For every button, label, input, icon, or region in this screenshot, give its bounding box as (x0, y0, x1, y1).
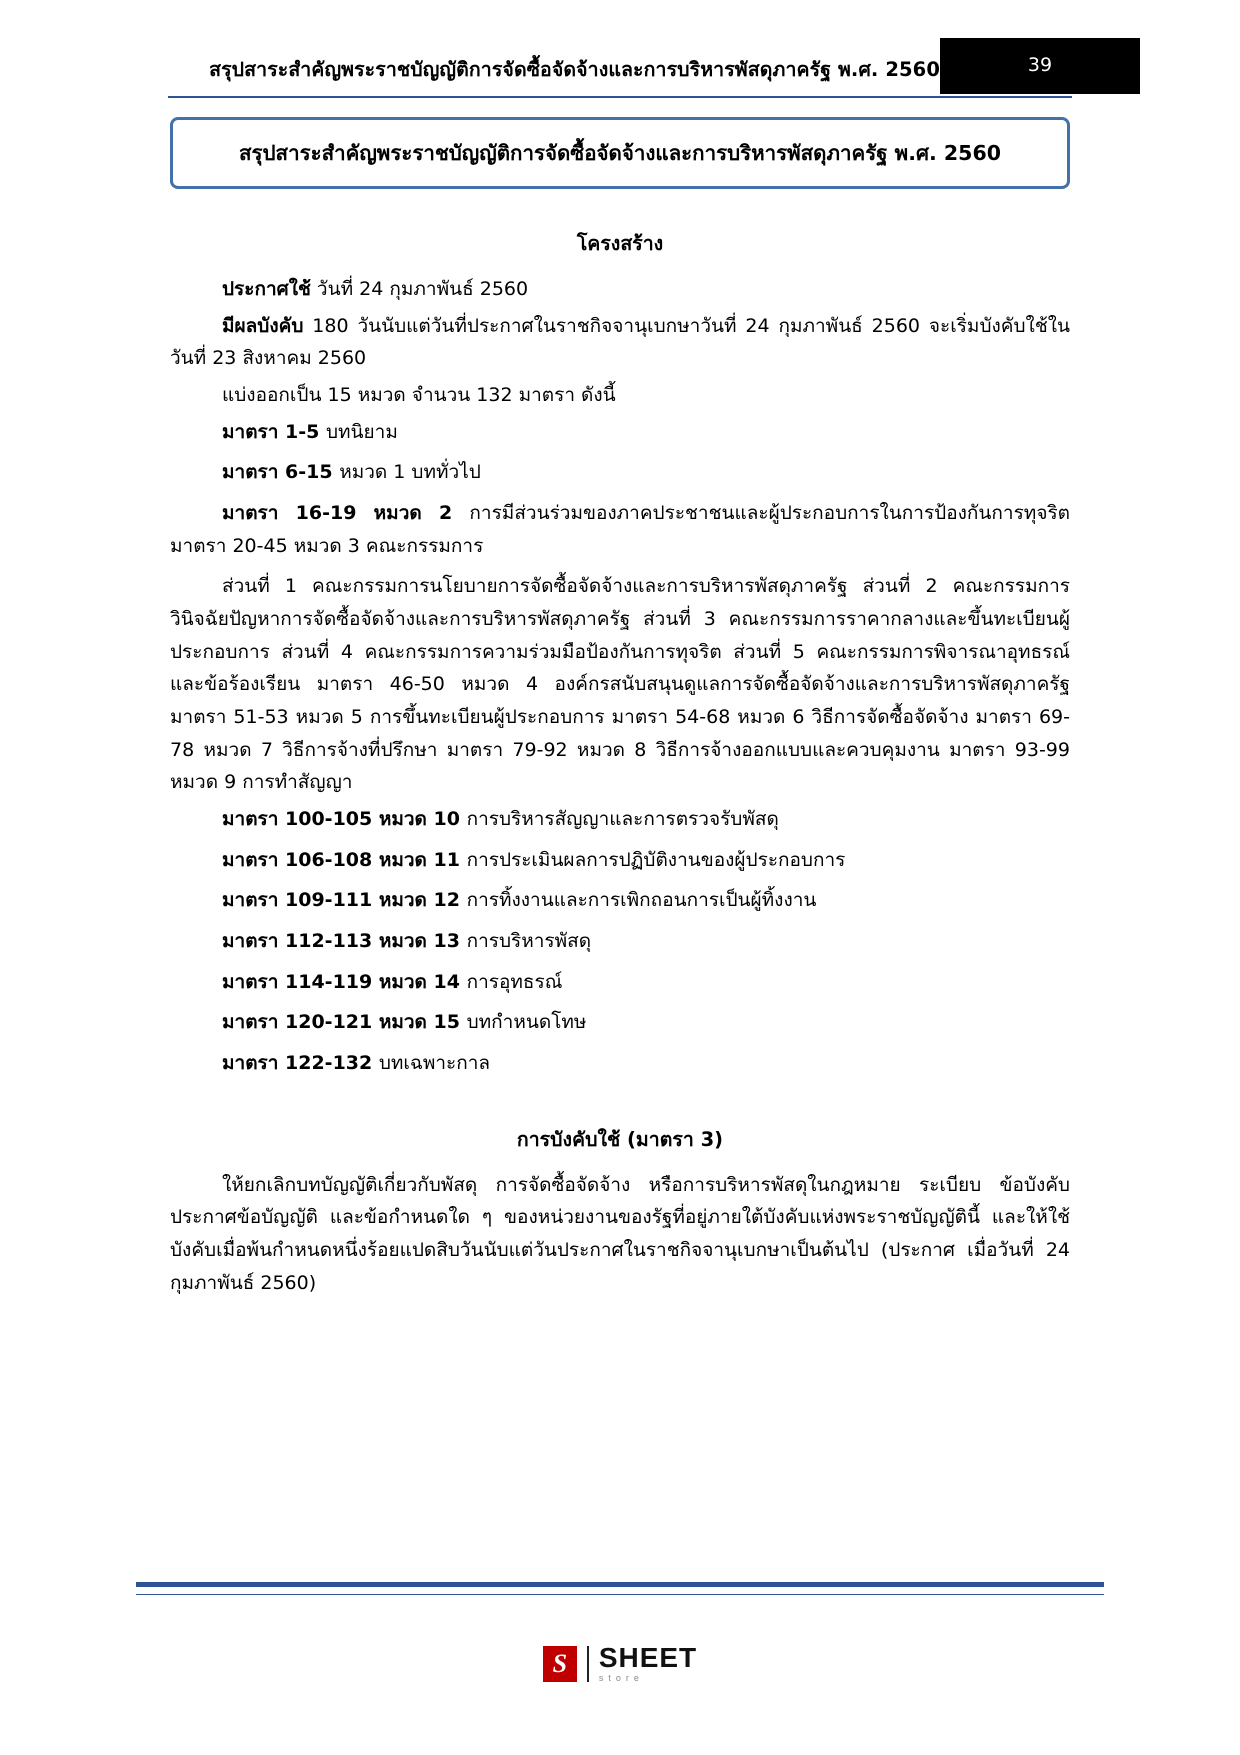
logo-divider (587, 1646, 589, 1682)
parts-paragraph: ส่วนที่ 1 คณะกรรมการนโยบายการจัดซื้อจัดจ้างและการบริหารพัสดุภาครัฐ ส่วนที่ 2 คณะกรรมการวินิจฉัยปัญหาการจัดซื้อจัดจ้างและการบริหารพัสดุภาครัฐ ส่วนที่ 3 คณะกรรมการราคากลางและขึ้นทะเบียนผู้ประกอบการ ส่วนที่ 4 คณะกรรมการความร่วมมือป้องกันการทุจริต ส่วนที่ 5 คณะกรรมการพิจารณาอุทธรณ์และข้อร้องเรียน มาตรา 46-50 หมวด 4 องค์กรสนับสนุนดูแลการจัดซื้อจัดจ้างและการบริหารพัสดุภาครัฐ มาตรา 51-53 หมวด 5 การขึ้นทะเบียนผู้ประกอบการ มาตรา 54-68 หมวด 6 วิธีการจัดซื้อจัดจ้าง มาตรา 69-78 หมวด 7 วิธีการจ้างที่ปรึกษา มาตรา 79-92 หมวด 8 วิธีการจ้างออกแบบและควบคุมงาน มาตรา 93-99 หมวด 9 การทำสัญญา (170, 575, 1070, 794)
running-header-title: สรุปสาระสำคัญพระราชบัญญัติการจัดซื้อจัดจ้างและการบริหารพัสดุภาครัฐ พ.ศ. 2560 (209, 58, 940, 81)
list-item-label: มาตรา 100-105 หมวด 10 (222, 808, 467, 831)
logo-name: SHEET (598, 1642, 698, 1673)
effective-text: 180 วันนับแต่วันที่ประกาศในราชกิจจานุเบกษาวันที่ 24 กุมภาพันธ์ 2560 จะเริ่มบังคับใช้ในวันที่ 23 สิงหาคม 2560 (170, 314, 1070, 370)
list-item-label: มาตรา 112-113 หมวด 13 (222, 930, 467, 953)
logo-subtitle: store (598, 1673, 644, 1683)
list-item-text: บทนิยาม (325, 420, 398, 443)
sheet-store-logo-icon: S (543, 1646, 577, 1682)
list-item-text: การทิ้งงานและการเพิกถอนการเป็นผู้ทิ้งงาน (466, 889, 817, 912)
list-item-text: การอุทธรณ์ (466, 970, 563, 993)
list-item-text: การประเมินผลการปฏิบัติงานของผู้ประกอบการ (466, 848, 846, 871)
list-item-label: มาตรา 122-132 (222, 1052, 379, 1075)
list-item (170, 803, 1070, 836)
section-heading-structure: โครงสร้าง (576, 232, 664, 255)
list-item-text: บทกำหนดโทษ (466, 1011, 587, 1034)
announce-line (170, 273, 1070, 306)
list-item-label: มาตรา 16-19 หมวด 2 (222, 502, 470, 525)
list-item-label: มาตรา 106-108 หมวด 11 (222, 848, 467, 871)
list-item (170, 844, 1070, 877)
page-number: 39 (1027, 54, 1053, 76)
announce-label: ประกาศใช้ (222, 278, 311, 300)
list-item-label: มาตรา 120-121 หมวด 15 (222, 1011, 467, 1034)
list-item-text: การบริหารสัญญาและการตรวจรับพัสดุ (466, 808, 779, 831)
list-item-label: มาตรา 1-5 (222, 420, 326, 443)
list-item-text: การบริหารพัสดุ (466, 930, 592, 953)
document-body (170, 228, 1070, 1303)
list-item (170, 966, 1070, 999)
list-item-label: มาตรา 114-119 หมวด 14 (222, 970, 467, 993)
footer-divider-thin (136, 1594, 1104, 1596)
page-title: สรุปสาระสำคัญพระราชบัญญัติการจัดซื้อจัดจ้างและการบริหารพัสดุภาครัฐ พ.ศ. 2560 (239, 140, 1001, 165)
list-item (170, 1047, 1070, 1080)
chapter-list-top (170, 416, 1070, 563)
effective-label: มีผลบังคับ (222, 314, 304, 337)
announce-text: วันที่ 24 กุมภาพันธ์ 2560 (310, 278, 529, 300)
list-item (170, 497, 1070, 562)
logo-wordmark (599, 1644, 697, 1683)
list-item-text: บทเฉพาะกาล (378, 1052, 491, 1075)
footer-logo (0, 1644, 1240, 1683)
list-item (170, 456, 1070, 489)
header-divider (168, 96, 1072, 98)
document-title-box (170, 117, 1070, 189)
list-item-label: มาตรา 109-111 หมวด 12 (222, 889, 467, 912)
effective-line (170, 310, 1070, 375)
list-item-label: มาตรา 6-15 (222, 461, 340, 484)
list-item (170, 1006, 1070, 1039)
page-header (0, 0, 1240, 100)
chapter-list-bottom (170, 803, 1070, 1080)
enforcement-paragraph: ให้ยกเลิกบทบัญญัติเกี่ยวกับพัสดุ การจัดซื้อจัดจ้าง หรือการบริหารพัสดุในกฎหมาย ระเบียบ ข้อบังคับประกาศข้อบัญญัติ และข้อกำหนดใด ๆ ของหน่วยงานของรัฐที่อยู่ภายใต้บังคับแห่งพระราชบัญญัตินี้ และให้ใช้บังคับเมื่อพ้นกำหนดหนึ่งร้อยแปดสิบวันนับแต่วันประกาศในราชกิจจานุเบกษาเป็นต้นไป (ประกาศ เมื่อวันที่ 24 กุมภาพันธ์ 2560) (170, 1173, 1070, 1294)
footer-divider-thick (136, 1582, 1104, 1587)
section-heading-enforcement: การบังคับใช้ (มาตรา 3) (516, 1127, 724, 1151)
list-item-text: การมีส่วนร่วมของภาคประชาชนและผู้ประกอบการในการป้องกันการทุจริต มาตรา 20-45 หมวด 3 คณะกรรมการ (170, 502, 1070, 557)
divide-line: แบ่งออกเป็น 15 หมวด จำนวน 132 มาตรา ดังนี้ (222, 384, 616, 407)
list-item (170, 416, 1070, 449)
list-item (170, 925, 1070, 958)
list-item (170, 884, 1070, 917)
list-item-text: หมวด 1 บททั่วไป (339, 461, 481, 484)
